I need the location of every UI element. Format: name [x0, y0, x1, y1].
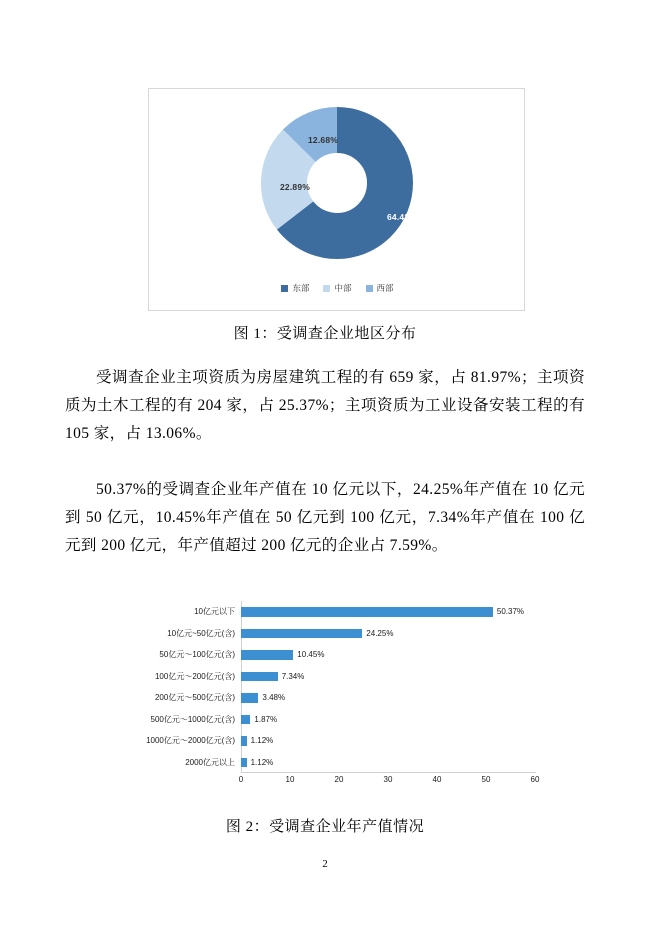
bar-value-label: 3.48% [262, 693, 286, 703]
donut-label-west: 12.68% [308, 135, 339, 145]
bar-fill [241, 629, 362, 639]
page-number: 2 [322, 858, 328, 870]
bar-row [100, 752, 550, 774]
figure2-bars [100, 601, 550, 773]
bar-row [100, 623, 550, 645]
figure2-caption: 图 2：受调查企业年产值情况 [225, 819, 425, 835]
bar-row [100, 730, 550, 752]
bar-category-label: 100亿元～200亿元(含) [154, 671, 235, 681]
bar-track [241, 709, 541, 731]
figure1-caption: 图 1：受调查企业地区分布 [233, 326, 417, 342]
bar-category-label: 10亿元以下 [194, 607, 235, 617]
figure1-legend [149, 282, 526, 294]
x-tick-label: 0 [238, 775, 244, 784]
bar-track [241, 687, 541, 709]
bar-track [241, 601, 541, 623]
bar-track [241, 623, 541, 645]
bar-value-label: 1.12% [250, 736, 274, 746]
x-tick-label: 60 [530, 775, 540, 784]
bar-value-label: 10.45% [297, 650, 325, 660]
x-tick-label: 30 [383, 775, 393, 784]
x-tick-label: 50 [481, 775, 491, 784]
donut-chart-svg [245, 101, 430, 266]
bar-fill [241, 607, 493, 617]
legend-swatch-east [281, 285, 288, 292]
donut-chart [149, 89, 526, 274]
legend-item-west [366, 282, 394, 294]
bar-value-label: 7.34% [281, 671, 305, 681]
bar-fill [241, 736, 247, 746]
x-tick-label: 10 [285, 775, 295, 784]
legend-label-east: 东部 [292, 283, 310, 293]
bar-category-label: 200亿元～500亿元(含) [154, 693, 235, 703]
bar-fill [241, 715, 250, 725]
bar-track [241, 730, 541, 752]
bar-category-label: 500亿元～1000亿元(含) [150, 714, 235, 724]
x-tick-label: 20 [334, 775, 344, 784]
legend-swatch-middle [323, 285, 330, 292]
bar-fill [241, 650, 293, 660]
bar-row [100, 709, 550, 731]
x-tick-label: 40 [432, 775, 442, 784]
bar-category-label: 50亿元～100亿元(含) [159, 650, 235, 660]
bar-value-label: 50.37% [496, 607, 525, 617]
bar-value-label: 24.25% [366, 628, 394, 638]
bar-row [100, 687, 550, 709]
figure1-chart-container [148, 88, 525, 311]
bar-category-label: 10亿元~50亿元(含) [167, 628, 235, 638]
bar-value-label: 1.12% [250, 757, 274, 767]
bar-fill [241, 758, 247, 768]
bar-row [100, 644, 550, 666]
bar-category-label: 2000亿元以上 [185, 757, 235, 767]
paragraph-qualification: 受调查企业主项资质为房屋建筑工程的有 659 家，占 81.97%；主项资质为土木工程的有 204 家，占 25.37%；主项资质为工业设备安装工程的有 105 家，占 13.06%。 [65, 368, 585, 442]
bar-track [241, 752, 541, 774]
bar-category-label: 1000亿元～2000亿元(含) [146, 736, 235, 746]
bar-value-label: 1.87% [254, 714, 278, 724]
donut-label-middle: 22.89% [280, 182, 311, 192]
paragraph-output-value: 50.37%的受调查企业年产值在 10 亿元以下，24.25%年产值在 10 亿元到 50 亿元，10.45%年产值在 50 亿元到 100 亿元，7.34%年产值在 100 亿元到 200 亿元，年产值超过 200 亿元的企业占 7.59%。 [65, 480, 585, 554]
legend-item-middle [323, 282, 351, 294]
bar-fill [241, 672, 278, 682]
bar-track [241, 666, 541, 688]
donut-label-east: 64.43% [387, 212, 418, 222]
figure2-chart-container [100, 597, 550, 802]
legend-label-west: 西部 [376, 283, 394, 293]
bar-row [100, 666, 550, 688]
legend-item-east [281, 282, 309, 294]
legend-swatch-west [366, 285, 373, 292]
bar-row [100, 601, 550, 623]
figure2-x-axis-ticks [238, 775, 540, 787]
legend-label-middle: 中部 [334, 283, 352, 293]
bar-track [241, 644, 541, 666]
bar-fill [241, 693, 258, 703]
